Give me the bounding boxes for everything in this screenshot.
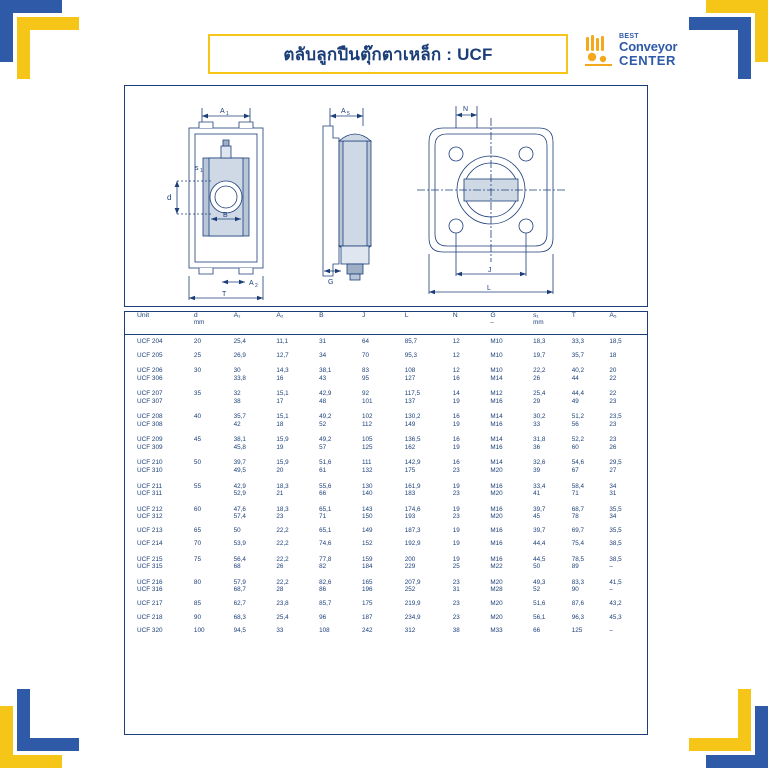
- cell-b: 34: [319, 351, 327, 359]
- table-header-row: [125, 312, 647, 319]
- cell-d: 90: [193, 613, 201, 621]
- cell-a1: 94,5: [233, 627, 246, 635]
- cell-d: 55: [193, 482, 201, 490]
- cell-b: 65,1 71: [319, 505, 332, 521]
- table-row: [125, 431, 647, 454]
- unit-row-blank: [125, 319, 194, 335]
- cell-a1: 68,3: [233, 613, 246, 621]
- cell-n: 16 23: [452, 459, 460, 474]
- ucf-bearing-drawing: [125, 86, 647, 306]
- cell-a5: 38,5: [609, 540, 622, 548]
- svg-text:5: 5: [347, 111, 350, 117]
- table-head: [125, 312, 647, 335]
- cell-s1: 56,1: [533, 613, 546, 621]
- cell-g: M16 M20: [490, 482, 503, 497]
- unit-a1: [234, 319, 277, 335]
- cell-b: 42,9 48: [319, 390, 332, 405]
- cell-b: 85,7: [319, 600, 332, 608]
- cell-b: 38,1 43: [319, 367, 332, 382]
- cell-j: 149: [361, 526, 373, 534]
- cell-a2: 22,2: [276, 526, 289, 534]
- cell-l: 85,7: [404, 338, 418, 345]
- cell-g: M10: [490, 351, 503, 359]
- cell-d: 20: [193, 338, 201, 345]
- page-title: ตลับลูกปืนตุ๊กตาเหล็ก : UCF: [283, 44, 493, 64]
- cell-g: M16: [490, 540, 503, 548]
- cell-g: M14 M16: [490, 413, 503, 428]
- cell-a2: 11,1: [276, 338, 289, 345]
- cell-a2: 14,3 16: [276, 367, 289, 382]
- cell-n: 16 19: [452, 413, 460, 428]
- header-j: J: [361, 312, 366, 319]
- cell-unit: UCF 217: [137, 600, 163, 608]
- cell-b: 49,2 57: [319, 436, 332, 451]
- logo-line-center: CENTER: [619, 52, 677, 68]
- cell-s1: 33,4 41: [533, 482, 546, 497]
- cell-a5: 35,5 34: [609, 505, 622, 521]
- cell-a1: 30 33,8: [233, 367, 246, 382]
- cell-b: 74,6: [319, 540, 332, 548]
- cell-j: 130 140: [361, 482, 373, 497]
- cell-d: 70: [193, 540, 201, 548]
- table-row: [125, 501, 647, 524]
- brand-logo-wordmark: [619, 33, 677, 67]
- cell-a5: 20 22: [609, 367, 617, 382]
- cell-g: M14 M20: [490, 459, 503, 474]
- cell-t: 87,6: [571, 600, 585, 608]
- logo-line-conveyor: Conveyor: [619, 39, 678, 55]
- cell-l: 130,2 149: [404, 413, 421, 428]
- unit-s1: mm: [533, 319, 572, 335]
- cell-a5: 29,5 27: [609, 459, 622, 474]
- cell-a1: 53,9: [233, 540, 246, 548]
- cell-l: 142,9 175: [404, 459, 421, 474]
- cell-j: 152: [361, 540, 373, 548]
- svg-text:A: A: [220, 108, 225, 115]
- specification-table: [125, 312, 647, 638]
- corner-decoration-top-left-yellow: [17, 17, 79, 79]
- cell-a2: 22,2: [276, 540, 289, 548]
- cell-n: 23 31: [452, 578, 460, 594]
- cell-t: 35,7: [571, 351, 585, 359]
- cell-l: 192,9: [404, 540, 421, 548]
- cell-t: 78,5 89: [571, 555, 585, 571]
- header-t: T: [571, 312, 576, 319]
- cell-unit: UCF 213: [137, 526, 163, 534]
- cell-t: 68,7 78: [571, 505, 585, 521]
- cell-s1: 39,7: [533, 526, 546, 534]
- cell-n: 14 19: [452, 390, 460, 405]
- cell-unit: UCF 208 UCF 308: [137, 413, 163, 428]
- unit-g: –: [490, 319, 533, 335]
- header-a5: A₅: [609, 312, 617, 319]
- cell-s1: 32,6 39: [533, 459, 546, 474]
- cell-l: 95,3: [404, 351, 418, 359]
- cell-n: 19 25: [452, 555, 460, 571]
- cell-a1: 38,1 45,8: [233, 436, 246, 451]
- table-row: [125, 611, 647, 625]
- cell-g: M33: [490, 627, 503, 635]
- cell-a5: 38,5 –: [609, 555, 622, 571]
- cell-a5: 35,5: [609, 526, 622, 534]
- cell-j: 143 150: [361, 505, 373, 521]
- table-row: [125, 551, 647, 574]
- cell-unit: UCF 209 UCF 309: [137, 436, 163, 451]
- cell-l: 174,6 193: [404, 505, 421, 521]
- header-unit: Unit: [137, 312, 150, 319]
- cell-unit: UCF 211 UCF 311: [137, 482, 163, 498]
- header-l: L: [404, 312, 409, 319]
- cell-unit: UCF 210 UCF 310: [137, 459, 163, 475]
- cell-d: 30: [193, 367, 201, 375]
- cell-n: 12 16: [452, 367, 460, 382]
- cell-l: 187,3: [404, 526, 421, 534]
- unit-a2: [276, 319, 319, 335]
- cell-l: 108 127: [404, 367, 416, 382]
- cell-d: 65: [193, 526, 201, 534]
- table-row: [125, 537, 647, 551]
- cell-t: 52,2 60: [571, 436, 585, 451]
- cell-j: 64: [361, 338, 369, 345]
- cell-s1: 66: [533, 627, 541, 635]
- header-a2: A₂: [276, 312, 284, 319]
- cell-j: 105 125: [361, 436, 373, 451]
- cell-g: M20: [490, 613, 503, 621]
- logo-line-best: BEST: [619, 33, 639, 41]
- table-row: [125, 524, 647, 538]
- cell-g: M16 M22: [490, 555, 503, 571]
- svg-text:L: L: [487, 285, 491, 292]
- header-s1: s₁: [533, 312, 539, 319]
- cell-n: 19: [452, 526, 460, 534]
- cell-unit: UCF 206 UCF 306: [137, 367, 163, 382]
- unit-l: [405, 319, 453, 335]
- table-row: [125, 454, 647, 477]
- cell-d: 100: [193, 627, 205, 635]
- cell-g: M10: [490, 338, 503, 345]
- table-body: [125, 335, 647, 638]
- cell-d: 85: [193, 600, 201, 608]
- corner-decoration-bottom-left-blue: [17, 689, 79, 751]
- unit-d: mm: [194, 319, 234, 335]
- cell-a5: 45,3: [609, 613, 622, 621]
- table-units-row: [125, 319, 647, 335]
- cell-d: 40: [193, 413, 201, 421]
- cell-s1: 44,4: [533, 540, 546, 548]
- svg-text:1: 1: [226, 111, 229, 117]
- table-row: [125, 624, 647, 638]
- cell-unit: UCF 207 UCF 307: [137, 390, 163, 405]
- svg-text:2: 2: [255, 283, 258, 289]
- table-row: [125, 408, 647, 431]
- table-row: [125, 574, 647, 597]
- cell-t: 40,2 44: [571, 367, 585, 382]
- cell-a1: 56,4 68: [233, 555, 246, 571]
- svg-text:d: d: [167, 193, 172, 202]
- cell-l: 161,9 183: [404, 482, 421, 497]
- cell-t: 125: [571, 627, 583, 635]
- svg-text:A: A: [341, 108, 346, 115]
- unit-n: [453, 319, 491, 335]
- svg-text:N: N: [463, 106, 469, 113]
- table-row: [125, 478, 647, 501]
- cell-g: M20 M28: [490, 578, 503, 594]
- cell-d: 75: [193, 555, 201, 563]
- cell-d: 25: [193, 351, 201, 359]
- cell-j: 111 132: [361, 459, 373, 474]
- technical-drawing-panel: [124, 85, 648, 307]
- cell-j: 92 101: [361, 390, 373, 405]
- cell-a2: 22,2 28: [276, 578, 289, 594]
- cell-g: M10 M14: [490, 367, 503, 382]
- cell-n: 12: [452, 351, 460, 359]
- cell-a5: 34 31: [609, 482, 617, 497]
- cell-g: M20: [490, 600, 503, 608]
- header-a1: A₁: [233, 312, 241, 319]
- cell-n: 38: [452, 627, 460, 635]
- cell-a1: 62,7: [233, 600, 246, 608]
- cell-t: 58,4 71: [571, 482, 585, 497]
- front-view: [167, 108, 263, 300]
- svg-text:B: B: [223, 212, 228, 219]
- cell-g: M16 M20: [490, 505, 503, 521]
- cell-n: 19: [452, 540, 460, 548]
- cell-t: 69,7: [571, 526, 585, 534]
- cell-b: 65,1: [319, 526, 332, 534]
- cell-s1: 44,5 50: [533, 555, 546, 571]
- cell-t: 44,4 49: [571, 390, 585, 405]
- cell-b: 82,6 86: [319, 578, 332, 594]
- cell-t: 75,4: [571, 540, 585, 548]
- cell-n: 23: [452, 600, 460, 608]
- cell-unit: UCF 214: [137, 540, 163, 548]
- cell-a1: 35,7 42: [233, 413, 246, 428]
- unit-a5: [609, 319, 647, 335]
- cell-j: 159 184: [361, 555, 373, 571]
- table-row: [125, 385, 647, 408]
- cell-a1: 47,6 57,4: [233, 505, 246, 521]
- conveyor-roller-icon: [584, 33, 614, 67]
- cell-unit: UCF 320: [137, 627, 163, 635]
- unit-b: [319, 319, 362, 335]
- cell-s1: 19,7: [533, 351, 546, 359]
- cell-unit: UCF 204: [137, 338, 163, 345]
- cell-s1: 18,3: [533, 338, 546, 345]
- cell-unit: UCF 218: [137, 613, 163, 621]
- cell-a2: 22,2 26: [276, 555, 289, 571]
- cell-l: 312: [404, 627, 416, 635]
- cell-a1: 50: [233, 526, 241, 534]
- table-row: [125, 335, 647, 349]
- cell-j: 175: [361, 600, 373, 608]
- cell-b: 51,6 61: [319, 459, 332, 474]
- cell-t: 96,3: [571, 613, 585, 621]
- cell-d: 80: [193, 578, 201, 586]
- cell-a1: 42,9 52,9: [233, 482, 246, 497]
- header-b: B: [319, 312, 324, 319]
- cell-t: 33,3: [571, 338, 585, 345]
- cell-g: M12 M16: [490, 390, 503, 405]
- cell-d: 35: [193, 390, 201, 398]
- header-d: d: [193, 312, 198, 319]
- cell-l: 207,9 252: [404, 578, 421, 594]
- table-row: [125, 597, 647, 611]
- cell-a5: 18,5: [609, 338, 622, 345]
- cell-a2: 33: [276, 627, 284, 635]
- cell-s1: 25,4 29: [533, 390, 546, 405]
- cell-unit: UCF 216 UCF 316: [137, 578, 163, 594]
- cell-a2: 23,8: [276, 600, 289, 608]
- cell-t: 51,2 56: [571, 413, 585, 428]
- cell-n: 23: [452, 613, 460, 621]
- cell-j: 70: [361, 351, 369, 359]
- cell-a1: 25,4: [233, 338, 246, 345]
- cell-b: 108: [319, 627, 330, 635]
- cell-a2: 18,3 21: [276, 482, 289, 497]
- cell-n: 16 19: [452, 436, 460, 451]
- cell-a2: 12,7: [276, 351, 289, 359]
- cell-a2: 15,1 17: [276, 390, 289, 405]
- svg-text:1: 1: [200, 168, 203, 174]
- cell-a1: 32 38: [233, 390, 241, 405]
- cell-b: 49,2 52: [319, 413, 332, 428]
- cell-j: 102 112: [361, 413, 373, 428]
- cell-a5: 43,2: [609, 600, 622, 608]
- cell-s1: 49,3 52: [533, 578, 546, 594]
- brand-logo: [584, 30, 716, 70]
- cell-b: 96: [319, 613, 327, 621]
- table-row: [125, 349, 647, 363]
- cell-s1: 31,8 36: [533, 436, 546, 451]
- cell-unit: UCF 215 UCF 315: [137, 555, 163, 571]
- cell-a1: 57,9 68,7: [233, 578, 246, 594]
- cell-a2: 15,9 20: [276, 459, 289, 474]
- cell-t: 54,6 67: [571, 459, 585, 474]
- cell-n: 19 23: [452, 505, 460, 521]
- cell-a1: 39,7 49,5: [233, 459, 246, 474]
- cell-j: 242: [361, 627, 373, 635]
- cell-a2: 15,1 18: [276, 413, 289, 428]
- cell-n: 19 23: [452, 482, 460, 497]
- table-row: [125, 362, 647, 385]
- cell-unit: UCF 205: [137, 351, 163, 359]
- cell-b: 31: [319, 338, 327, 345]
- cell-g: M16: [490, 526, 503, 534]
- svg-text:G: G: [328, 279, 334, 286]
- cell-l: 219,9: [404, 600, 421, 608]
- cell-j: 165 196: [361, 578, 373, 594]
- unit-t: [572, 319, 610, 335]
- cell-a2: 25,4: [276, 613, 289, 621]
- cell-a5: 18: [609, 351, 617, 359]
- svg-text:J: J: [488, 267, 492, 274]
- cell-b: 55,6 66: [319, 482, 332, 497]
- cell-l: 117,5 137: [404, 390, 421, 405]
- cell-s1: 22,2 26: [533, 367, 546, 382]
- cell-n: 12: [452, 338, 460, 345]
- cell-a5: 23,5 23: [609, 413, 622, 428]
- svg-text:s: s: [195, 165, 199, 172]
- cell-j: 83 95: [361, 367, 369, 382]
- cell-a2: 18,3 23: [276, 505, 289, 521]
- svg-text:A: A: [249, 280, 254, 287]
- flange-face-view: [417, 106, 565, 294]
- cell-a5: 22 23: [609, 390, 617, 405]
- cell-a1: 26,9: [233, 351, 246, 359]
- cell-t: 83,3 90: [571, 578, 585, 594]
- corner-decoration-bottom-right-yellow: [689, 689, 751, 751]
- header-g: G: [490, 312, 496, 319]
- specification-table-panel: [124, 311, 648, 735]
- cell-s1: 51,6: [533, 600, 546, 608]
- cell-unit: UCF 212 UCF 312: [137, 505, 163, 521]
- cell-b: 77,8 82: [319, 555, 332, 571]
- cell-s1: 39,7 45: [533, 505, 546, 521]
- side-view: [323, 108, 371, 286]
- cell-l: 200 229: [404, 555, 416, 571]
- cell-l: 136,5 162: [404, 436, 421, 451]
- cell-j: 187: [361, 613, 373, 621]
- cell-d: 45: [193, 436, 201, 444]
- unit-j: [362, 319, 405, 335]
- cell-a2: 15,9 19: [276, 436, 289, 451]
- cell-a5: 23 26: [609, 436, 617, 451]
- cell-g: M14 M16: [490, 436, 503, 451]
- svg-text:T: T: [222, 291, 227, 298]
- cell-a5: 41,5 –: [609, 578, 622, 594]
- cell-a5: –: [609, 627, 613, 635]
- page-title-box: [208, 34, 568, 74]
- cell-l: 234,9: [404, 613, 421, 621]
- cell-d: 60: [193, 505, 201, 513]
- cell-d: 50: [193, 459, 201, 467]
- cell-s1: 30,2 33: [533, 413, 546, 428]
- header-n: N: [452, 312, 458, 319]
